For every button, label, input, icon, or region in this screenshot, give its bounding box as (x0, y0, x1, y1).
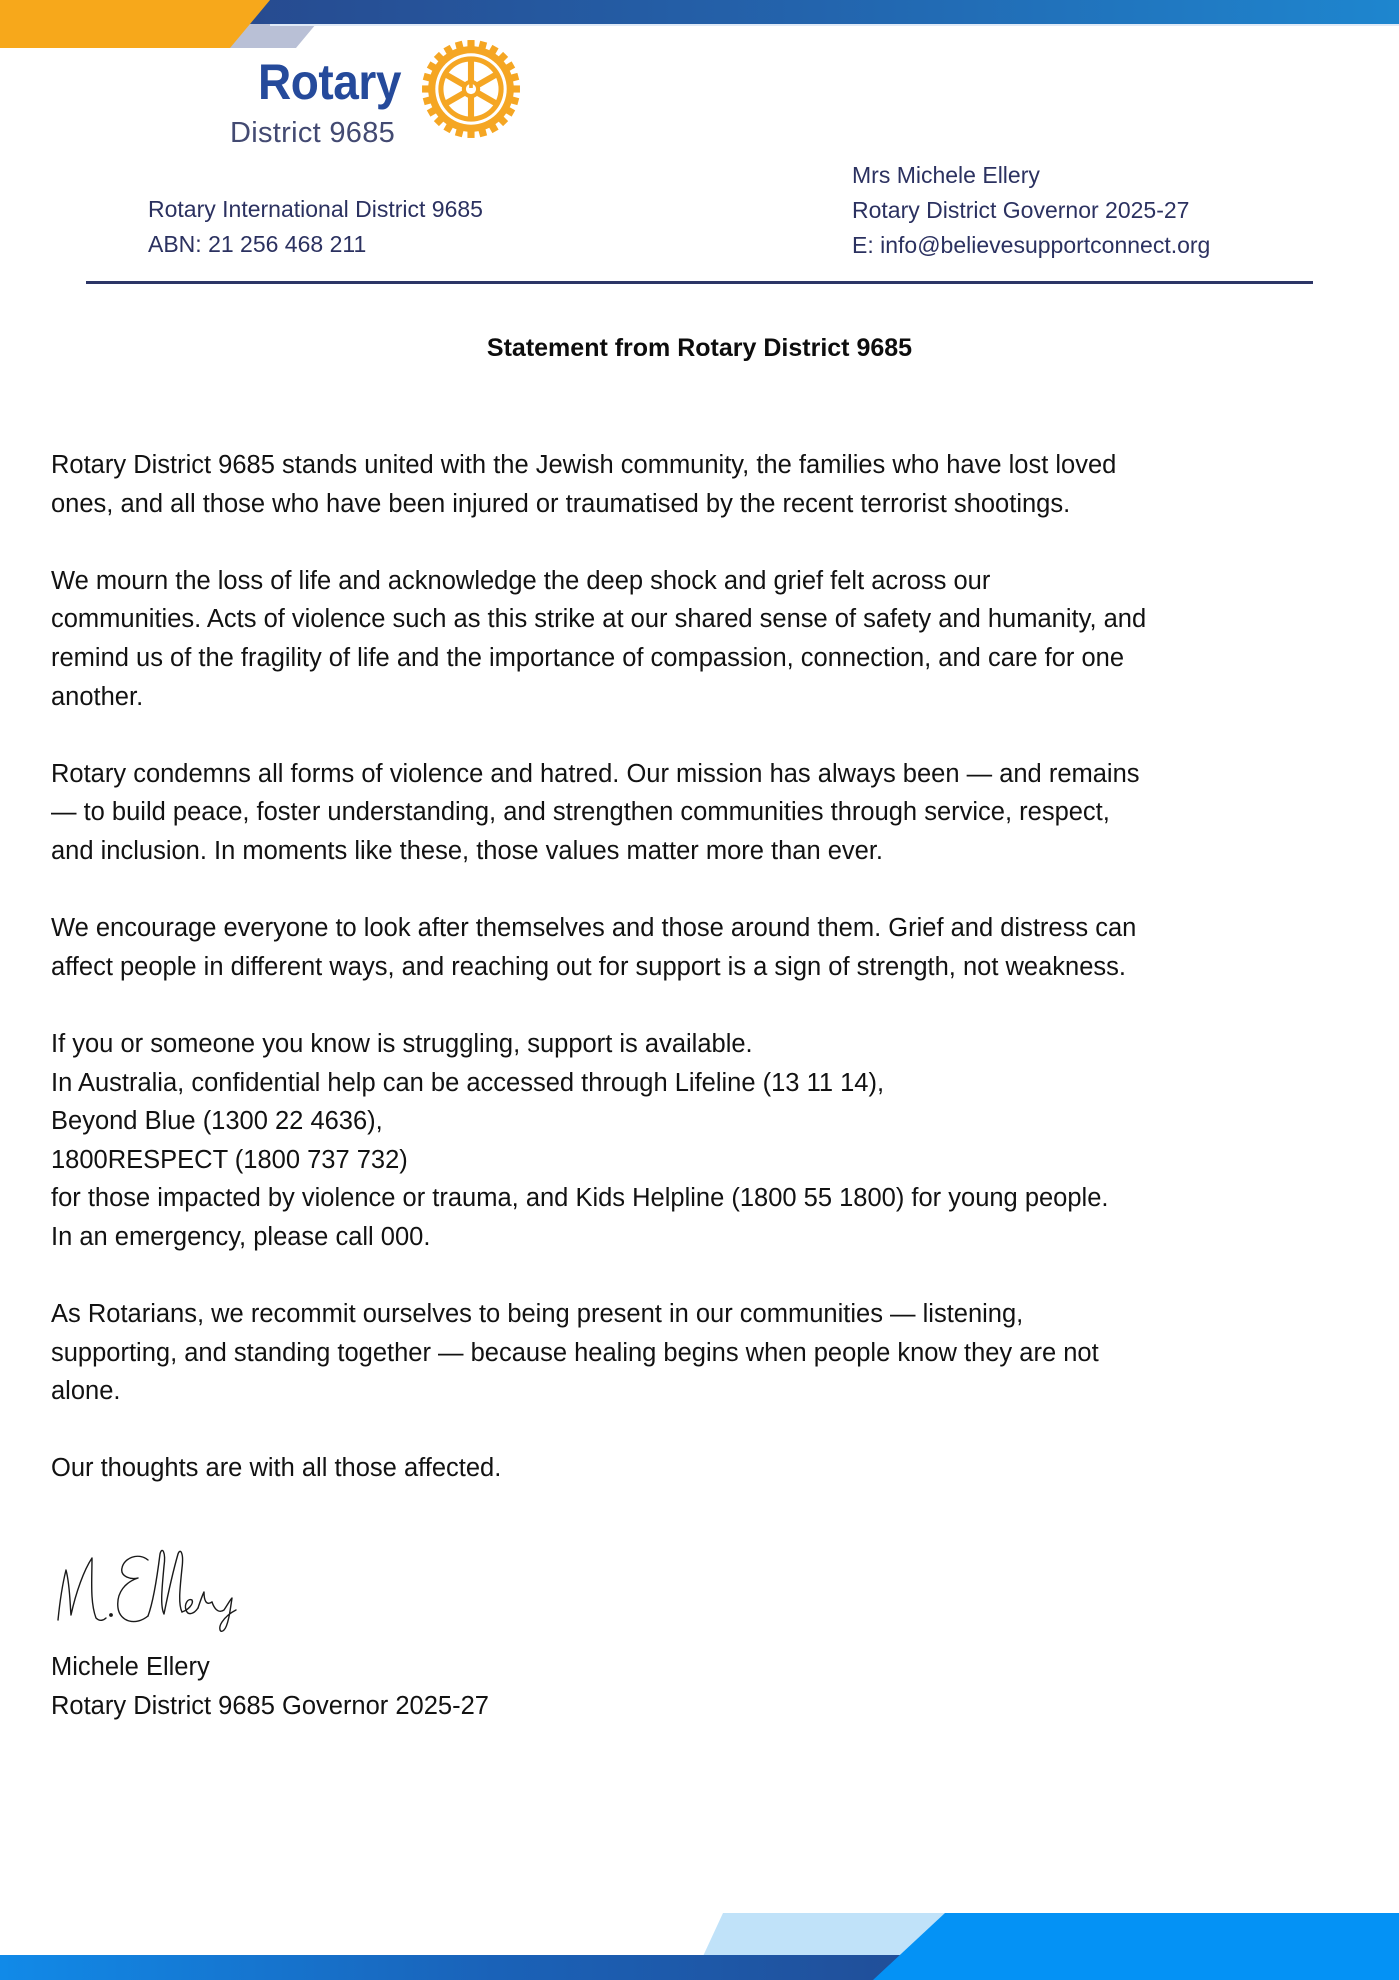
text-line: In an emergency, please call 000. (51, 1222, 431, 1251)
text-line: supporting, and standing together — because healing begins when people know they are not (51, 1338, 1099, 1367)
paragraph (51, 1449, 1371, 1488)
governor-role: Rotary District Governor 2025-27 (852, 197, 1190, 223)
governor-email[interactable]: E: info@believesupportconnect.org (852, 232, 1211, 258)
band-orange-wedge (0, 0, 270, 48)
rotary-wheel-icon (420, 38, 522, 140)
page-title: Statement from Rotary District 9685 (486, 334, 913, 362)
signoff (51, 1648, 489, 1725)
text-line: Beyond Blue (1300 22 4636), (51, 1107, 383, 1136)
text-line: affect people in different ways, and reaching out for support is a sign of strength, not weakness. (51, 952, 1126, 981)
paragraph (51, 446, 1371, 523)
governor-name: Mrs Michele Ellery (852, 162, 1040, 188)
text-line: remind us of the fragility of life and the importance of compassion, connection, and care for one (51, 643, 1125, 672)
band-gradient-stripe (0, 1955, 900, 1980)
text-line: Rotary condemns all forms of violence and hatred. Our mission has always been — and remains (51, 759, 1140, 788)
text-line: 1800RESPECT (1800 737 732) (51, 1145, 408, 1174)
text-line: — to build peace, foster understanding, and strengthen communities through service, respect, (51, 798, 1110, 827)
header-divider (86, 281, 1313, 284)
signoff-name: Michele Ellery (51, 1653, 210, 1681)
statement-body (51, 446, 1371, 1527)
paragraph (51, 562, 1371, 716)
band-blue-stripe (232, 0, 1399, 24)
text-line: and inclusion. In moments like these, those values matter more than ever. (51, 836, 884, 865)
org-details (148, 192, 483, 262)
text-line: Our thoughts are with all those affected. (51, 1454, 502, 1483)
handwritten-signature (48, 1530, 248, 1635)
top-decorative-band (0, 0, 1399, 50)
signoff-title: Rotary District 9685 Governor 2025-27 (51, 1691, 489, 1720)
text-line: We encourage everyone to look after themselves and those around them. Grief and distress can (51, 914, 1137, 943)
text-line: alone. (51, 1377, 121, 1406)
text-line: We mourn the loss of life and acknowledge the deep shock and grief felt across our (51, 566, 991, 595)
logo-district-label: District 9685 (230, 117, 396, 149)
text-line: Rotary District 9685 stands united with the Jewish community, the families who have lost loved (51, 451, 1117, 479)
band-highlight-line (270, 24, 1399, 26)
text-line: ones, and all those who have been injured or traumatised by the recent terrorist shootings. (51, 489, 1071, 518)
paragraph (51, 755, 1371, 871)
support-paragraph (51, 1025, 1371, 1257)
org-name: Rotary International District 9685 (148, 196, 483, 222)
text-line: If you or someone you know is struggling, support is available. (51, 1029, 753, 1058)
text-line: for those impacted by violence or trauma, and Kids Helpline (1800 55 1800) for young people. (51, 1184, 1109, 1213)
bottom-decorative-band (0, 1905, 1399, 1980)
logo-wordmark: Rotary (258, 54, 401, 110)
text-line: another. (51, 682, 144, 711)
text-line: In Australia, confidential help can be accessed through Lifeline (13 11 14), (51, 1068, 885, 1097)
band-bright-blue-wedge (873, 1913, 1399, 1980)
org-abn: ABN: 21 256 468 211 (148, 231, 367, 257)
text-line: As Rotarians, we recommit ourselves to being present in our communities — listening, (51, 1300, 1024, 1329)
governor-details (852, 158, 1210, 263)
paragraph (51, 909, 1371, 986)
text-line: communities. Acts of violence such as this strike at our shared sense of safety and humanity, and (51, 605, 1147, 634)
paragraph (51, 1295, 1371, 1411)
